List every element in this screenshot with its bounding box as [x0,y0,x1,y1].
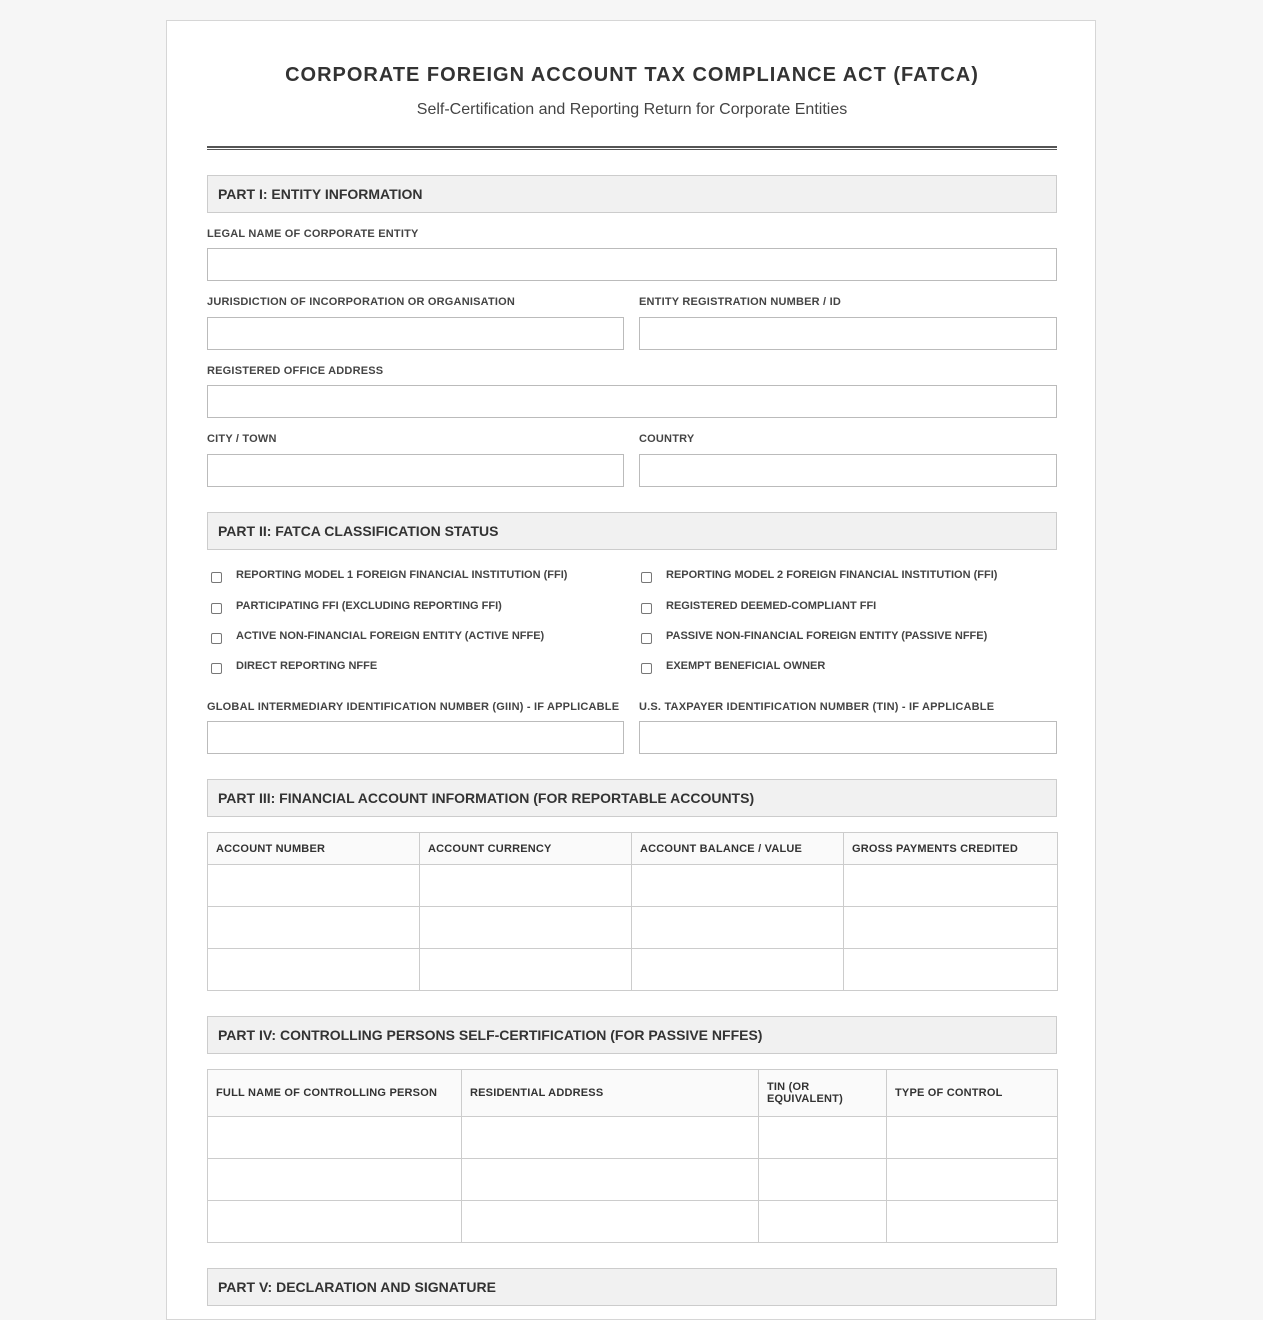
section-heading-part2: PART II: FATCA CLASSIFICATION STATUS [207,512,1057,550]
table-cell[interactable] [208,1117,462,1159]
table-row [208,1117,1058,1159]
registered-address-field[interactable] [207,385,1057,418]
checkbox-label: REGISTERED DEEMED-COMPLIANT FFI [666,600,877,612]
table-cell[interactable] [887,1201,1058,1243]
giin-field[interactable] [207,721,624,754]
table-header-row [208,833,1058,865]
checkbox-label: ACTIVE NON-FINANCIAL FOREIGN ENTITY (ACTIVE NFFE) [236,630,545,642]
table-cell[interactable] [462,1159,759,1201]
registration-label: ENTITY REGISTRATION NUMBER / ID [639,296,841,308]
checkbox[interactable] [211,603,222,614]
city-label: CITY / TOWN [207,433,277,445]
checkbox[interactable] [641,663,652,674]
section-heading-part5: PART V: DECLARATION AND SIGNATURE [207,1268,1057,1306]
column-header: ACCOUNT CURRENCY [420,833,632,865]
table-cell[interactable] [887,1117,1058,1159]
table-cell[interactable] [759,1201,887,1243]
tin-label: U.S. TAXPAYER IDENTIFICATION NUMBER (TIN) - IF APPLICABLE [639,701,995,713]
checkbox-label: EXEMPT BENEFICIAL OWNER [666,660,826,672]
header-divider [207,146,1057,150]
checkbox-label: REPORTING MODEL 2 FOREIGN FINANCIAL INSTITUTION (FFI) [666,569,998,581]
form-title: CORPORATE FOREIGN ACCOUNT TAX COMPLIANCE ACT (FATCA) [285,64,979,86]
column-header: ACCOUNT BALANCE / VALUE [632,833,844,865]
registration-number-field[interactable] [639,317,1057,350]
section-heading-part1: PART I: ENTITY INFORMATION [207,175,1057,213]
table-cell[interactable] [420,865,632,907]
column-header: TIN (OR EQUIVALENT) [759,1070,887,1117]
table-cell[interactable] [632,865,844,907]
column-header: GROSS PAYMENTS CREDITED [844,833,1058,865]
city-field[interactable] [207,454,624,487]
checkbox[interactable] [211,633,222,644]
checkbox[interactable] [211,572,222,583]
jurisdiction-label: JURISDICTION OF INCORPORATION OR ORGANISATION [207,296,516,308]
table-row [208,1159,1058,1201]
table-cell[interactable] [844,865,1058,907]
table-cell[interactable] [887,1159,1058,1201]
giin-label: GLOBAL INTERMEDIARY IDENTIFICATION NUMBER (GIIN) - IF APPLICABLE [207,701,620,713]
table-row [208,865,1058,907]
country-label: COUNTRY [639,433,695,445]
legal-name-label: LEGAL NAME OF CORPORATE ENTITY [207,228,419,240]
table-cell[interactable] [759,1159,887,1201]
column-header: TYPE OF CONTROL [887,1070,1058,1117]
checkbox[interactable] [641,603,652,614]
section-heading-part4: PART IV: CONTROLLING PERSONS SELF-CERTIFICATION (FOR PASSIVE NFFES) [207,1016,1057,1054]
checkbox-label: REPORTING MODEL 1 FOREIGN FINANCIAL INSTITUTION (FFI) [236,569,568,581]
table-row [208,949,1058,991]
table-cell[interactable] [844,949,1058,991]
controlling-persons-table [207,1069,1058,1243]
column-header: RESIDENTIAL ADDRESS [462,1070,759,1117]
table-cell[interactable] [208,1159,462,1201]
checkbox[interactable] [211,663,222,674]
checkbox[interactable] [641,572,652,583]
table-cell[interactable] [420,949,632,991]
checkbox[interactable] [641,633,652,644]
table-cell[interactable] [208,1201,462,1243]
section-heading-part3: PART III: FINANCIAL ACCOUNT INFORMATION (FOR REPORTABLE ACCOUNTS) [207,779,1057,817]
table-cell[interactable] [632,949,844,991]
table-cell[interactable] [208,865,420,907]
us-tin-field[interactable] [639,721,1057,754]
table-cell[interactable] [632,907,844,949]
table-cell[interactable] [462,1117,759,1159]
table-cell[interactable] [462,1201,759,1243]
account-table [207,832,1058,991]
table-row [208,1201,1058,1243]
address-label: REGISTERED OFFICE ADDRESS [207,365,384,377]
table-cell[interactable] [759,1117,887,1159]
form-subtitle: Self-Certification and Reporting Return for Corporate Entities [416,101,848,118]
checkbox-label: DIRECT REPORTING NFFE [236,660,378,672]
table-cell[interactable] [844,907,1058,949]
country-field[interactable] [639,454,1057,487]
table-row [208,907,1058,949]
jurisdiction-field[interactable] [207,317,624,350]
table-cell[interactable] [208,949,420,991]
checkbox-label: PARTICIPATING FFI (EXCLUDING REPORTING FFI) [236,600,502,612]
column-header: FULL NAME OF CONTROLLING PERSON [208,1070,462,1117]
table-cell[interactable] [420,907,632,949]
checkbox-label: PASSIVE NON-FINANCIAL FOREIGN ENTITY (PASSIVE NFFE) [666,630,988,642]
column-header: ACCOUNT NUMBER [208,833,420,865]
form-page [166,20,1096,1320]
table-header-row [208,1070,1058,1117]
table-cell[interactable] [208,907,420,949]
legal-name-field[interactable] [207,248,1057,281]
